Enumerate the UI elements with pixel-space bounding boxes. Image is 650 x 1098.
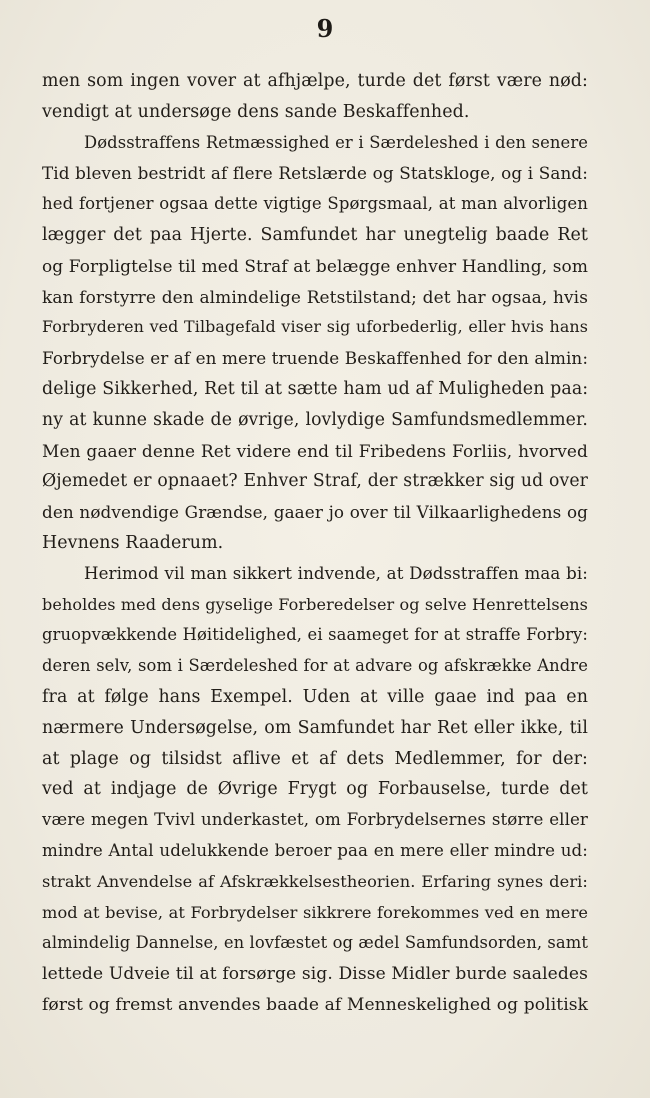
text-line: gruopvækkende Høitidelighed, ei saameget for at straffe Forbry: [42,625,588,645]
text-line: Tid bleven bestridt af flere Retslærde og Statskloge, og i Sand: [42,163,588,184]
text-line: Forbryderen ved Tilbagefald viser sig uforbederlig, eller hvis hans [42,317,588,337]
text-line: Herimod vil man sikkert indvende, at Dødsstraffen maa bi: [84,563,588,583]
text-line: mod at bevise, at Forbrydelser sikkrere forekommes ved en mere [42,902,588,922]
text-line: delige Sikkerhed, Ret til at sætte ham ud af Muligheden paa: [42,378,589,399]
text-line: Dødsstraffens Retmæssighed er i Særdeleshed i den senere [84,132,588,152]
text-line: men som ingen vover at afhjælpe, turde det først være nød: [42,71,588,91]
text-line: strakt Anvendelse af Afskrækkelsestheorien. Erfaring synes deri: [42,871,588,891]
text-line: Men gaaer denne Ret videre end til Fribedens Forliis, hvorved [42,440,588,461]
text-line: først og fremst anvendes baade af Menneskelighed og politisk [42,994,589,1015]
text-line: Forbrydelse er af en mere truende Beskaffenhed for den almin: [42,348,589,369]
text-line: deren selv, som i Særdeleshed for at advare og afskrække Andre [42,656,588,676]
text-line: ny at kunne skade de øvrige, lovlydige Samfundsmedlemmer. [42,409,588,430]
text-line: ved at indjage de Øvrige Frygt og Forbauselse, turde det [42,779,588,800]
body-text [42,66,588,1021]
text-line: nærmere Undersøgelse, om Samfundet har Ret eller ikke, til [42,717,588,738]
text-line: fra at følge hans Exempel. Uden at ville gaae ind paa en [42,686,588,707]
text-line: lettede Udveie til at forsørge sig. Disse Midler burde saaledes [42,964,588,985]
text-line: kan forstyrre den almindelige Retstilstand; det har ogsaa, hvis [42,286,588,307]
text-line: og Forpligtelse til med Straf at belægge enhver Handling, som [42,255,588,276]
page-number: 9 [316,14,334,43]
text-line: at plage og tilsidst aflive et af dets Medlemmer, for der: [42,748,588,769]
text-line: mindre Antal udelukkende beroer paa en mere eller mindre ud: [42,840,588,860]
text-line: være megen Tvivl underkastet, om Forbrydelsernes større eller [42,810,588,830]
text-line: hed fortjener ogsaa dette vigtige Spørgsmaal, at man alvorligen [42,194,588,214]
text-line: beholdes med dens gyselige Forberedelser og selve Henrettelsens [42,594,588,614]
text-line: den nødvendige Grændse, gaaer jo over til Vilkaarlighedens og [42,502,588,523]
text-line: vendigt at undersøge dens sande Beskaffenhed. [42,101,470,122]
text-line: almindelig Dannelse, en lovfæstet og ædel Samfundsorden, samt [42,933,589,953]
text-line: Øjemedet er opnaaet? Enhver Straf, der strækker sig ud over [42,471,588,492]
text-line: Hevnens Raaderum. [42,532,224,553]
text-line: lægger det paa Hjerte. Samfundet har unegtelig baade Ret [42,224,588,245]
